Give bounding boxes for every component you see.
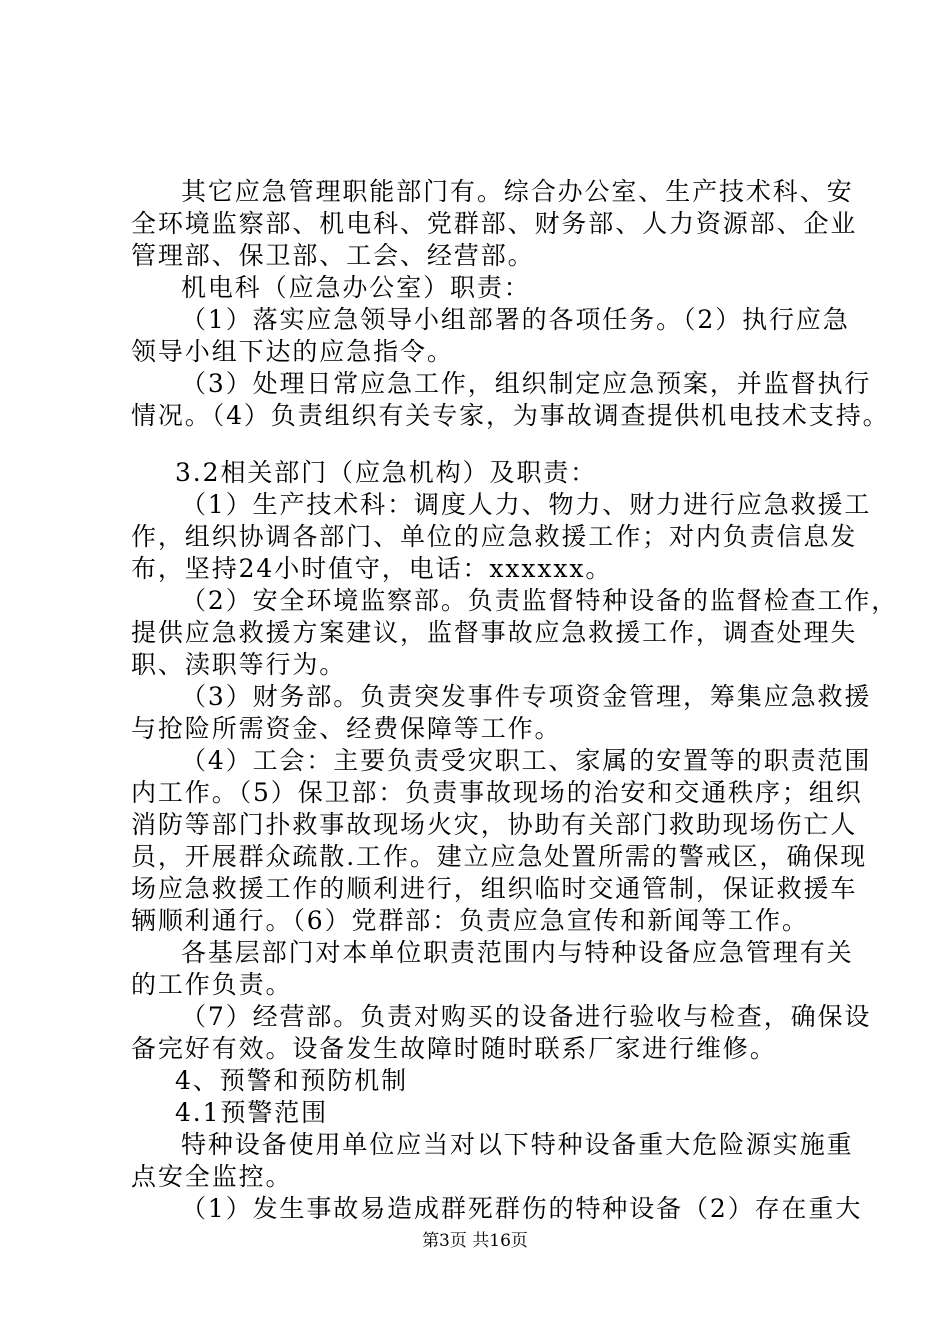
section-heading: 4.1预警范围 (175, 1098, 329, 1127)
text-line: 管理部、保卫部、工会、经营部。 (131, 241, 535, 270)
text-line: （1）发生事故易造成群死群伤的特种设备（2）存在重大 (181, 1194, 863, 1223)
text-line: 内工作。（5）保卫部：负责事故现场的治安和交通秩序；组织 (131, 778, 863, 807)
text-line: 机电科（应急办公室）职责： (181, 273, 531, 302)
text-line: 其它应急管理职能部门有。综合办公室、生产技术科、安 (181, 177, 854, 206)
text-line: 辆顺利通行。（6）党群部：负责应急宣传和新闻等工作。 (131, 906, 809, 935)
text-line: 提供应急救援方案建议，监督事故应急救援工作，调查处理失 (131, 618, 858, 647)
section-heading: 4、预警和预防机制 (175, 1066, 409, 1095)
text-line: 职、渎职等行为。 (131, 650, 347, 679)
text-line: 全环境监察部、机电科、党群部、财务部、人力资源部、企业 (131, 209, 858, 238)
text-line: （2）安全环境监察部。负责监督特种设备的监督检查工作， (181, 586, 899, 615)
text-line: （3）财务部。负责突发事件专项资金管理，筹集应急救援 (181, 682, 872, 711)
text-line: （7）经营部。负责对购买的设备进行验收与检查，确保设 (181, 1002, 872, 1031)
text-line: （3）处理日常应急工作，组织制定应急预案，并监督执行 (181, 369, 872, 398)
text-line: 作，组织协调各部门、单位的应急救援工作；对内负责信息发 (131, 522, 858, 551)
text-line: 备完好有效。设备发生故障时随时联系厂家进行维修。 (131, 1034, 777, 1063)
text-line: 点安全监控。 (131, 1162, 293, 1191)
text-line: （1）落实应急领导小组部署的各项任务。（2）执行应急 (181, 305, 850, 334)
section-heading: 3.2相关部门（应急机构）及职责： (175, 458, 598, 487)
text-line: 各基层部门对本单位职责范围内与特种设备应急管理有关 (181, 938, 854, 967)
text-line: 与抢险所需资金、经费保障等工作。 (131, 714, 562, 743)
page-number-footer: 第3页 共16页 (422, 1231, 528, 1251)
text-line: 的工作负责。 (131, 970, 293, 999)
text-line: 情况。（4）负责组织有关专家，为事故调查提供机电技术支持。 (131, 401, 890, 430)
text-line: 特种设备使用单位应当对以下特种设备重大危险源实施重 (181, 1130, 854, 1159)
text-line: 领导小组下达的应急指令。 (131, 337, 454, 366)
text-line: 场应急救援工作的顺利进行，组织临时交通管制，保证救援车 (131, 874, 858, 903)
text-line: 员，开展群众疏散.工作。建立应急处置所需的警戒区，确保现 (131, 842, 868, 871)
text-line: （1）生产技术科：调度人力、物力、财力进行应急救援工 (181, 490, 872, 519)
text-line: （4）工会：主要负责受灾职工、家属的安置等的职责范围 (181, 746, 872, 775)
text-line: 消防等部门扑救事故现场火灾，协助有关部门救助现场伤亡人 (131, 810, 858, 839)
text-line: 布，坚持24小时值守，电话：xxxxxx。 (131, 554, 613, 583)
